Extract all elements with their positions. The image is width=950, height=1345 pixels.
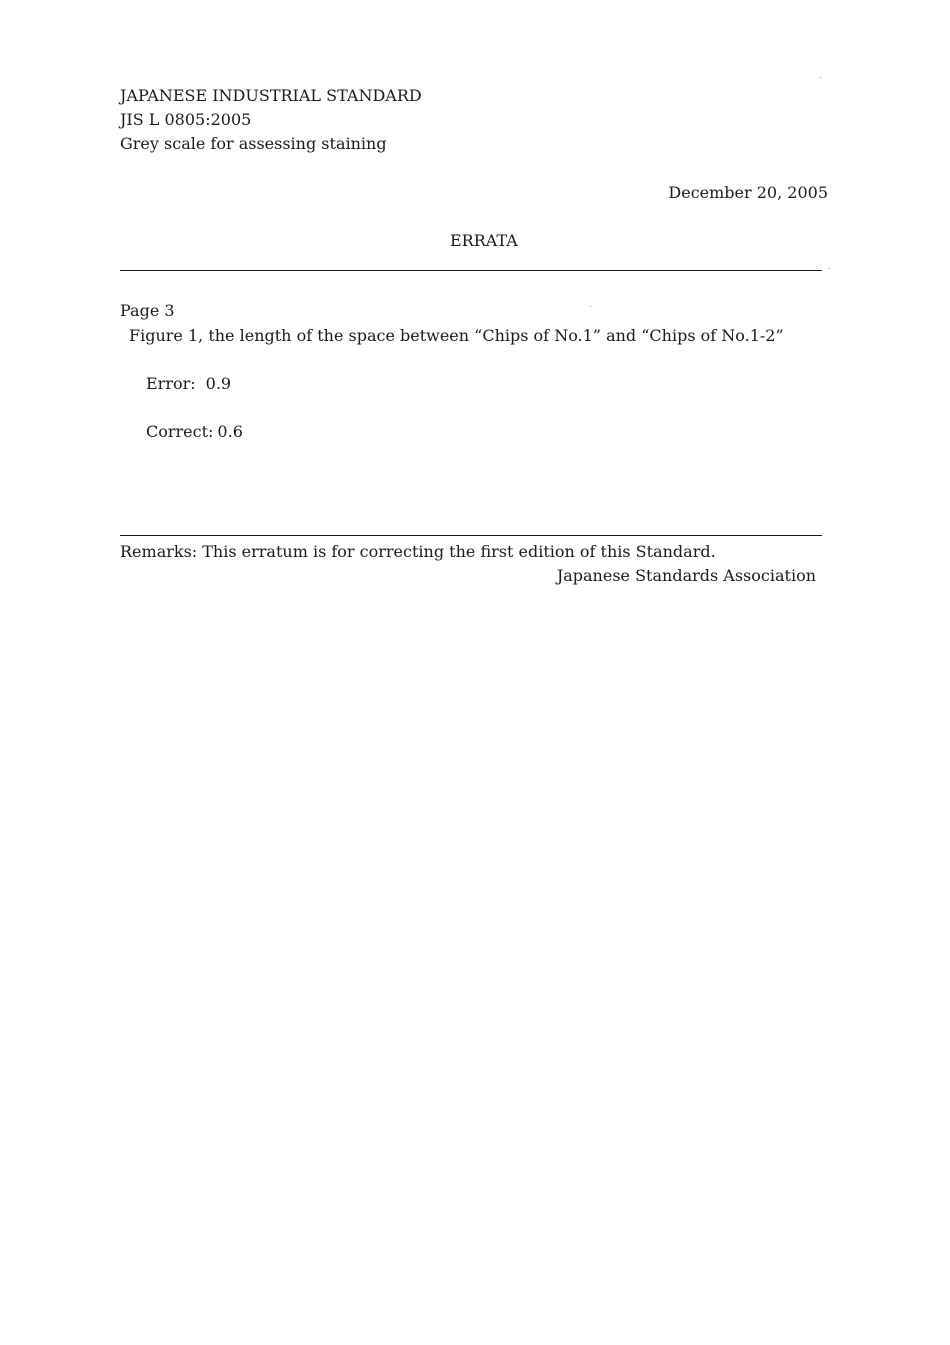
document-title: ERRATA — [450, 231, 518, 250]
standard-number: JIS L 0805:2005 — [120, 110, 252, 129]
scan-speck — [820, 77, 821, 78]
issue-date: December 20, 2005 — [668, 183, 828, 202]
correction-description: Figure 1, the length of the space between “Chips of No.1” and “Chips of No.1-2” — [129, 326, 784, 345]
bottom-divider — [120, 535, 822, 536]
error-label: Error: — [146, 374, 196, 393]
correct-value: 0.6 — [217, 422, 243, 441]
issuer-name: Japanese Standards Association — [556, 566, 816, 585]
scan-speck — [829, 268, 830, 269]
remarks-text: Remarks: This erratum is for correcting the first edition of this Standard. — [120, 542, 716, 561]
scan-speck — [590, 306, 591, 307]
top-divider — [120, 270, 822, 271]
standard-title: Grey scale for assessing staining — [120, 134, 387, 153]
error-row — [146, 374, 231, 394]
page-reference: Page 3 — [120, 301, 175, 320]
error-value: 0.9 — [205, 374, 232, 393]
correct-label: Correct: — [146, 422, 214, 441]
correct-row — [146, 422, 243, 442]
standard-type: JAPANESE INDUSTRIAL STANDARD — [120, 86, 422, 105]
